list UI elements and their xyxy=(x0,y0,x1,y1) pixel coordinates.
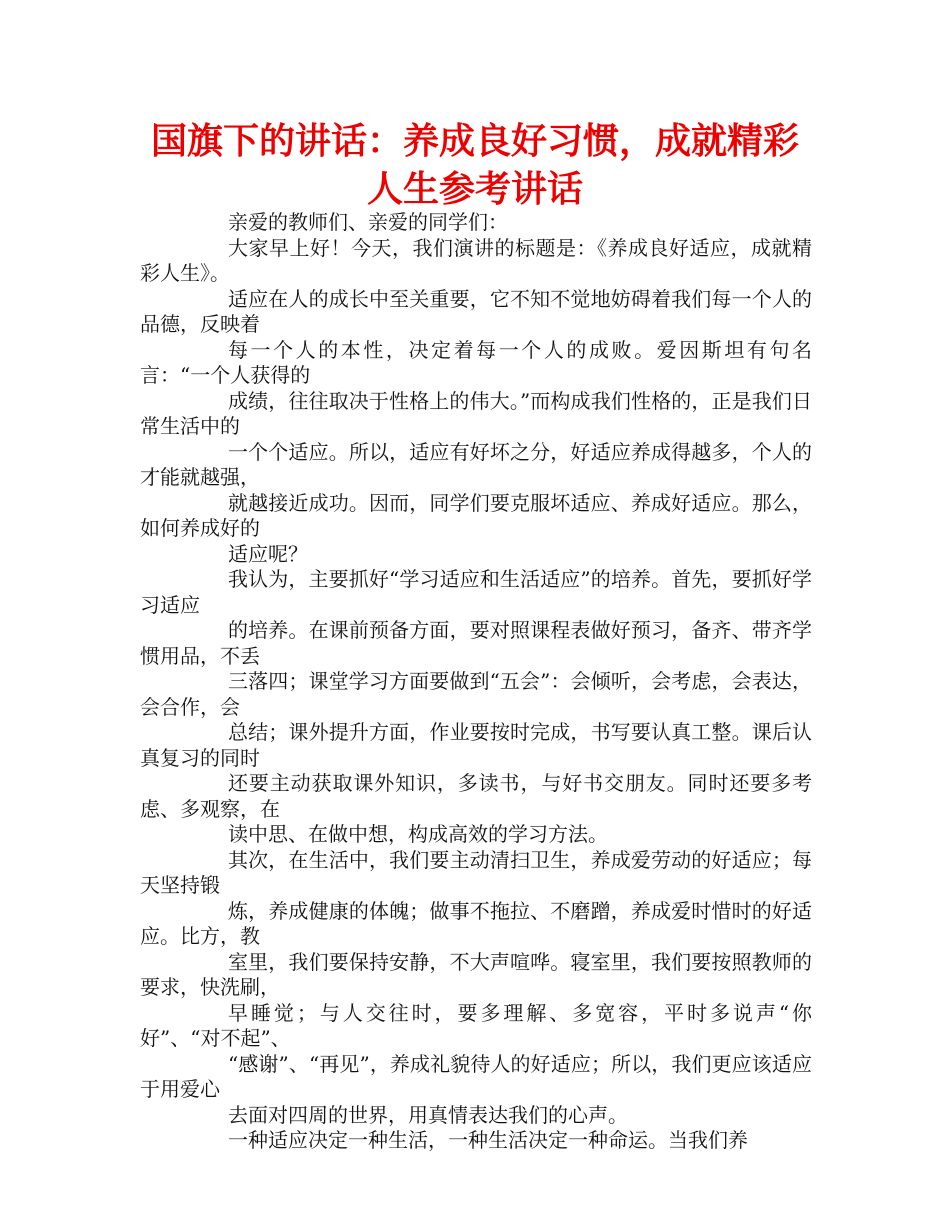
paragraph: 一个个适应。所以，适应有好坏之分，好适应养成得越多，个人的才能就越强， xyxy=(140,439,812,489)
paragraph: 就越接近成功。因而，同学们要克服坏适应、养成好适应。那么，如何养成好的 xyxy=(140,490,812,540)
paragraph: 大家早上好！今天，我们演讲的标题是：《养成良好适应，成就精彩人生》。 xyxy=(140,235,812,285)
paragraph: 亲爱的教师们、亲爱的同学们： xyxy=(228,210,508,234)
paragraph: 的培养。在课前预备方面，要对照课程表做好预习，备齐、带齐学惯用品，不丢 xyxy=(140,618,812,668)
paragraph: 读中思、在做中想，构成高效的学习方法。 xyxy=(228,822,608,846)
paragraph: 三落四；课堂学习方面要做到“五会”：会倾听，会考虑，会表达，会合作，会 xyxy=(140,669,812,719)
paragraph: 炼，养成健康的体魄；做事不拖拉、不磨蹭，养成爱时惜时的好适应。比方，教 xyxy=(140,898,812,948)
paragraph: 适应呢？ xyxy=(228,541,308,566)
document-body xyxy=(140,210,812,1154)
paragraph: 其次，在生活中，我们要主动清扫卫生，养成爱劳动的好适应；每天坚持锻 xyxy=(140,847,812,897)
document-title: 国旗下的讲话：养成良好习惯，成就精彩人生参考讲话 xyxy=(150,121,799,210)
paragraph: 去面对四周的世界，用真情表达我们的心声。 xyxy=(228,1102,628,1127)
paragraph: 一种适应决定一种生活，一种生活决定一种命运。当我们养 xyxy=(228,1128,748,1152)
paragraph: 成绩，往往取决于性格上的伟大。”而构成我们性格的，正是我们日常生活中的 xyxy=(140,388,812,438)
paragraph: 每一个人的本性，决定着每一个人的成败。爱因斯坦有句名言：“一个人获得的 xyxy=(140,337,812,387)
paragraph: 适应在人的成长中至关重要，它不知不觉地妨碍着我们每一个人的品德，反映着 xyxy=(140,286,812,336)
paragraph: 总结；课外提升方面，作业要按时完成，书写要认真工整。课后认真复习的同时 xyxy=(140,720,812,770)
paragraph: 室里，我们要保持安静，不大声喧哗。寝室里，我们要按照教师的要求，快洗刷， xyxy=(140,949,812,999)
paragraph: 早睡觉；与人交往时，要多理解、多宽容，平时多说声“你好”、“对不起”、 xyxy=(140,1000,812,1050)
paragraph: 还要主动获取课外知识，多读书，与好书交朋友。同时还要多考虑、多观察，在 xyxy=(140,771,812,821)
paragraph: “感谢”、“再见”，养成礼貌待人的好适应；所以，我们更应该适应于用爱心 xyxy=(140,1051,812,1101)
paragraph: 我认为，主要抓好“学习适应和生活适应”的培养。首先，要抓好学习适应 xyxy=(140,567,812,617)
